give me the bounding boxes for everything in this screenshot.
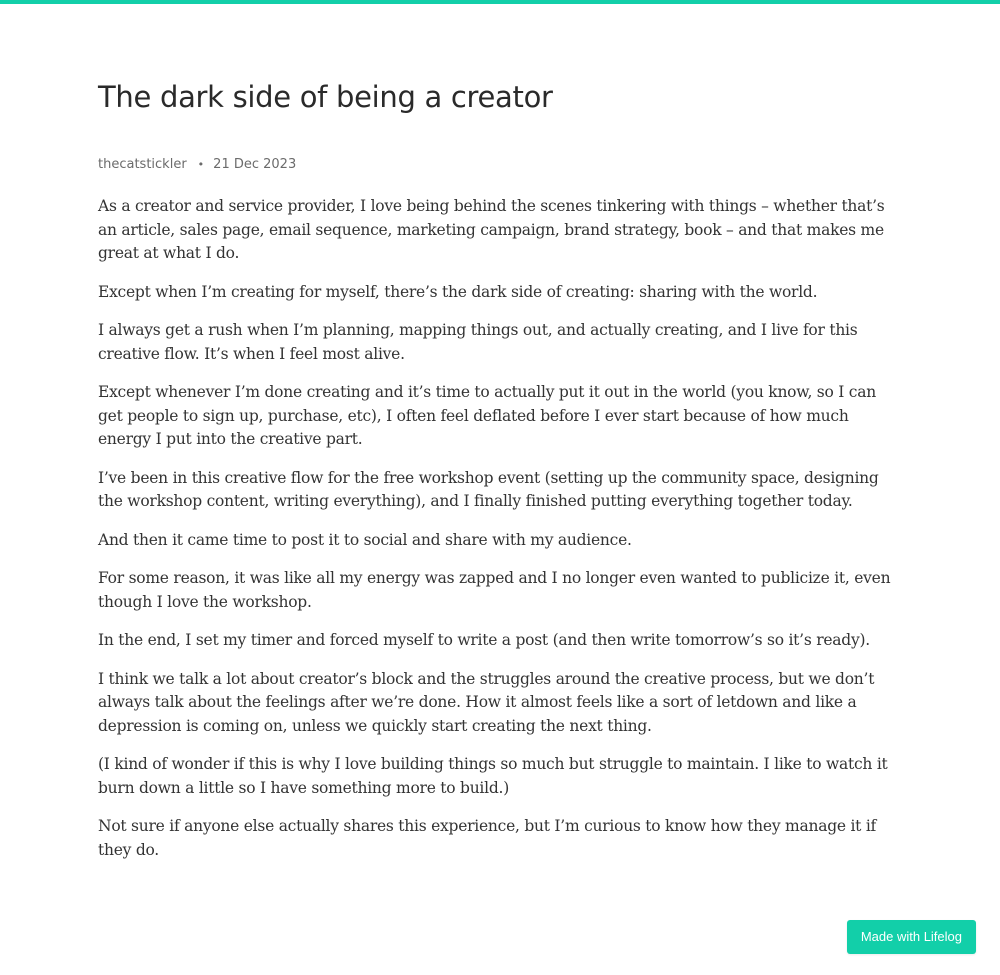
paragraph-11: Not sure if anyone else actually shares this experience, but I’m curious to know how they manage it if they do. xyxy=(98,817,877,859)
meta-separator: • xyxy=(197,158,205,171)
paragraph-10: (I kind of wonder if this is why I love building things so much but struggle to maintain. I like to watch it burn down a little so I have something more to build.) xyxy=(98,755,888,797)
paragraph-1: As a creator and service provider, I love being behind the scenes tinkering with things – whether that’s an article, sales page, email sequence, marketing campaign, brand strategy, book – and that makes me great at what I do. xyxy=(98,197,885,262)
article-meta xyxy=(98,156,898,174)
paragraph-6: And then it came time to post it to social and share with my audience. xyxy=(98,530,632,549)
paragraph-9: I think we talk a lot about creator’s block and the struggles around the creative process, but we don’t always talk about the feelings after we’re done. How it almost feels like a sort of letdown and like a depression is coming on, unless we quickly start creating the next thing. xyxy=(98,669,875,735)
paragraph-4: Except whenever I’m done creating and it’s time to actually put it out in the world (you know, so I can get people to sign up, purchase, etc), I often feel deflated before I ever start because of how much energy I put into the creative part. xyxy=(98,383,876,448)
paragraph-2: Except when I’m creating for myself, there’s the dark side of creating: sharing with the world. xyxy=(98,282,818,301)
paragraph-3: I always get a rush when I’m planning, mapping things out, and actually creating, and I live for this creative flow. It’s when I feel most alive. xyxy=(98,321,858,363)
top-accent-bar xyxy=(0,0,1000,4)
publish-date: 21 Dec 2023 xyxy=(213,157,297,172)
article xyxy=(98,78,898,877)
made-with-lifelog-button[interactable]: Made with Lifelog xyxy=(847,920,976,954)
article-body xyxy=(98,195,898,862)
paragraph-7: For some reason, it was like all my energy was zapped and I no longer even wanted to publicize it, even though I love the workshop. xyxy=(98,569,891,611)
author-name[interactable]: thecatstickler xyxy=(98,157,187,172)
paragraph-8: In the end, I set my timer and forced myself to write a post (and then write tomorrow’s so it’s ready). xyxy=(98,631,870,649)
paragraph-5: I’ve been in this creative flow for the free workshop event (setting up the community space, designing the workshop content, writing everything), and I finally finished putting everything together today. xyxy=(98,468,879,510)
article-title: The dark side of being a creator xyxy=(98,80,553,114)
